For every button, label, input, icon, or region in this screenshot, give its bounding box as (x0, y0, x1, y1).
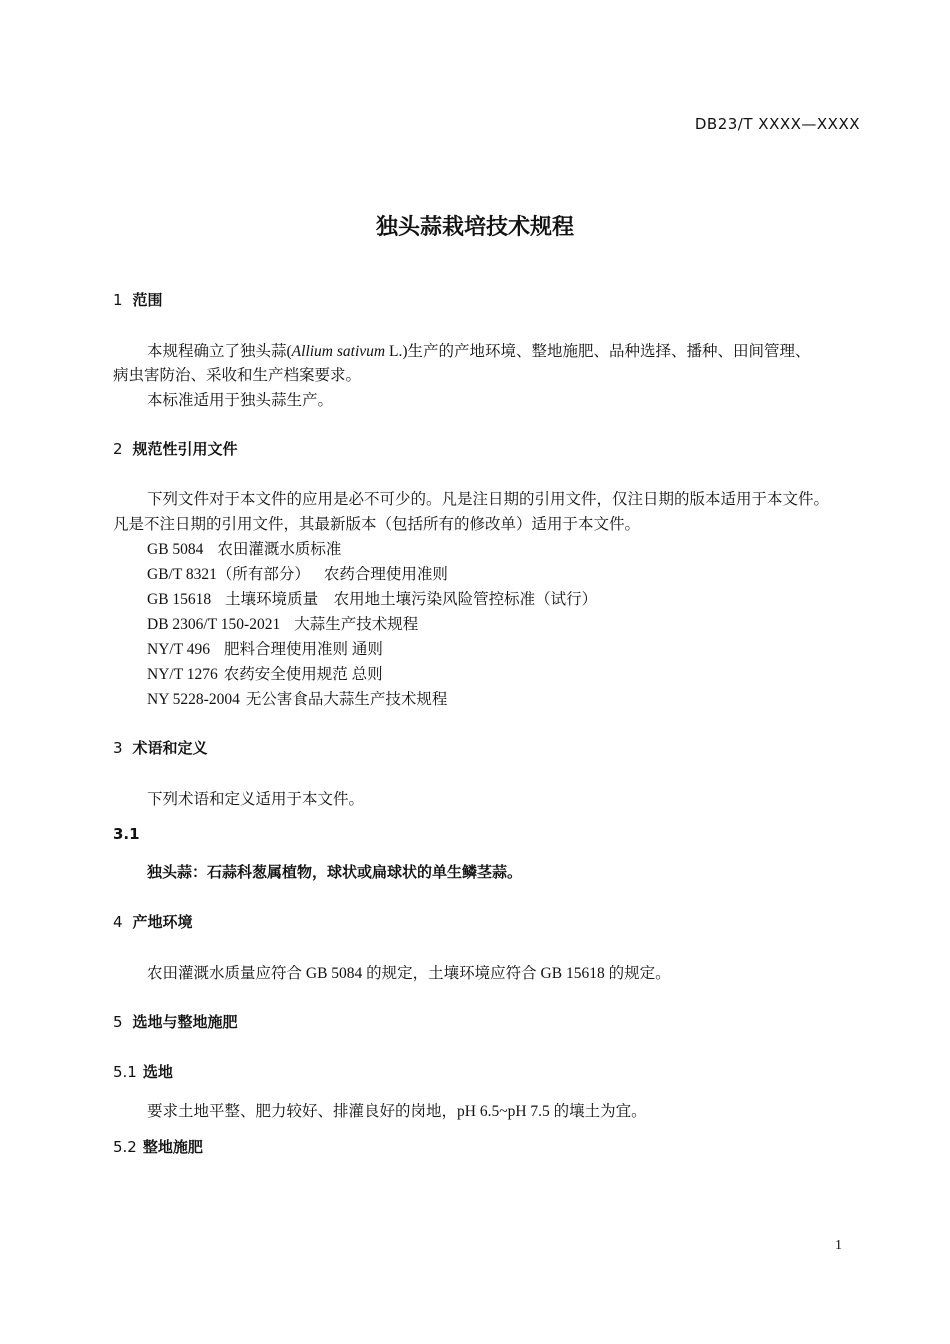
reference-item (147, 537, 341, 559)
subsection-5-1-text: 要求土地平整、肥力较好、排灌良好的岗地，pH 6.5~pH 7.5 的壤土为宜。 (147, 1103, 647, 1120)
reference-item (147, 637, 383, 659)
section-title: 选地 (142, 1063, 173, 1081)
section-title: 规范性引用文件 (132, 440, 238, 458)
reference-code: NY/T 1276 (147, 666, 218, 683)
standard-code: DB23/T XXXX—XXXX (694, 115, 860, 133)
reference-item (147, 687, 447, 709)
latin-name: Allium sativum (291, 343, 386, 360)
reference-title: 农药合理使用准则 (323, 566, 448, 583)
section-number: 5.1 (113, 1063, 137, 1081)
section-title: 整地施肥 (142, 1138, 203, 1156)
section-number: 2 (113, 440, 123, 458)
section-1-paragraph-1: 本规程确立了独头蒜(Allium sativum L.)生产的产地环境、整地施肥、品种选择、播种、田间管理、 (147, 343, 811, 360)
reference-title: 无公害食品大蒜生产技术规程 (245, 691, 448, 708)
reference-title: 土壤环境质量 农用地土壤污染风险管控标准（试行） (225, 591, 598, 608)
section-5-heading (113, 1011, 238, 1032)
page-number: 1 (835, 1238, 842, 1253)
reference-code: NY 5228-2004 (147, 691, 240, 708)
document-title: 独头蒜栽培技术规程 (375, 215, 574, 240)
reference-title: 大蒜生产技术规程 (294, 616, 419, 633)
reference-title: 农药安全使用规范 总则 (223, 666, 383, 683)
reference-code: GB 15618 (147, 591, 212, 608)
section-4-heading (113, 911, 193, 932)
subsection-5-2-heading (113, 1136, 203, 1157)
section-1-paragraph-1-cont: 病虫害防治、采收和生产档案要求。 (113, 367, 362, 384)
reference-title: 农田灌溉水质标准 (217, 541, 342, 558)
reference-title: 肥料合理使用准则 通则 (224, 641, 383, 658)
reference-item (147, 612, 418, 634)
section-1-paragraph-2: 本标准适用于独头蒜生产。 (147, 392, 334, 409)
reference-item (147, 587, 597, 609)
term-definition: 独头蒜：石蒜科葱属植物，球状或扁球状的单生鳞茎蒜。 (147, 863, 523, 881)
reference-code: GB/T 8321（所有部分） (147, 566, 310, 583)
reference-item (147, 562, 448, 584)
section-number: 1 (113, 291, 123, 309)
subsection-3-1-number: 3.1 (113, 825, 140, 843)
section-2-intro-2: 凡是不注日期的引用文件，其最新版本（包括所有的修改单）适用于本文件。 (113, 516, 641, 533)
section-title: 范围 (132, 291, 163, 309)
section-number: 5.2 (113, 1138, 137, 1156)
subsection-5-1-heading (113, 1061, 173, 1082)
section-number: 4 (113, 913, 123, 931)
reference-code: DB 2306/T 150-2021 (147, 616, 281, 633)
reference-item (147, 662, 383, 684)
section-4-text: 农田灌溉水质量应符合 GB 5084 的规定，土壤环境应符合 GB 15618 的规定。 (147, 965, 671, 982)
section-2-heading (113, 438, 238, 459)
section-3-heading (113, 737, 208, 758)
section-3-intro: 下列术语和定义适用于本文件。 (147, 791, 365, 808)
reference-code: NY/T 496 (147, 641, 211, 658)
section-2-intro-1: 下列文件对于本文件的应用是必不可少的。凡是注日期的引用文件，仅注日期的版本适用于本文件。 (147, 491, 830, 508)
section-title: 产地环境 (132, 913, 193, 931)
section-title: 选地与整地施肥 (132, 1013, 238, 1031)
reference-code: GB 5084 (147, 541, 204, 558)
section-number: 3 (113, 739, 123, 757)
section-1-heading (113, 289, 163, 310)
section-title: 术语和定义 (132, 739, 208, 757)
section-number: 5 (113, 1013, 123, 1031)
